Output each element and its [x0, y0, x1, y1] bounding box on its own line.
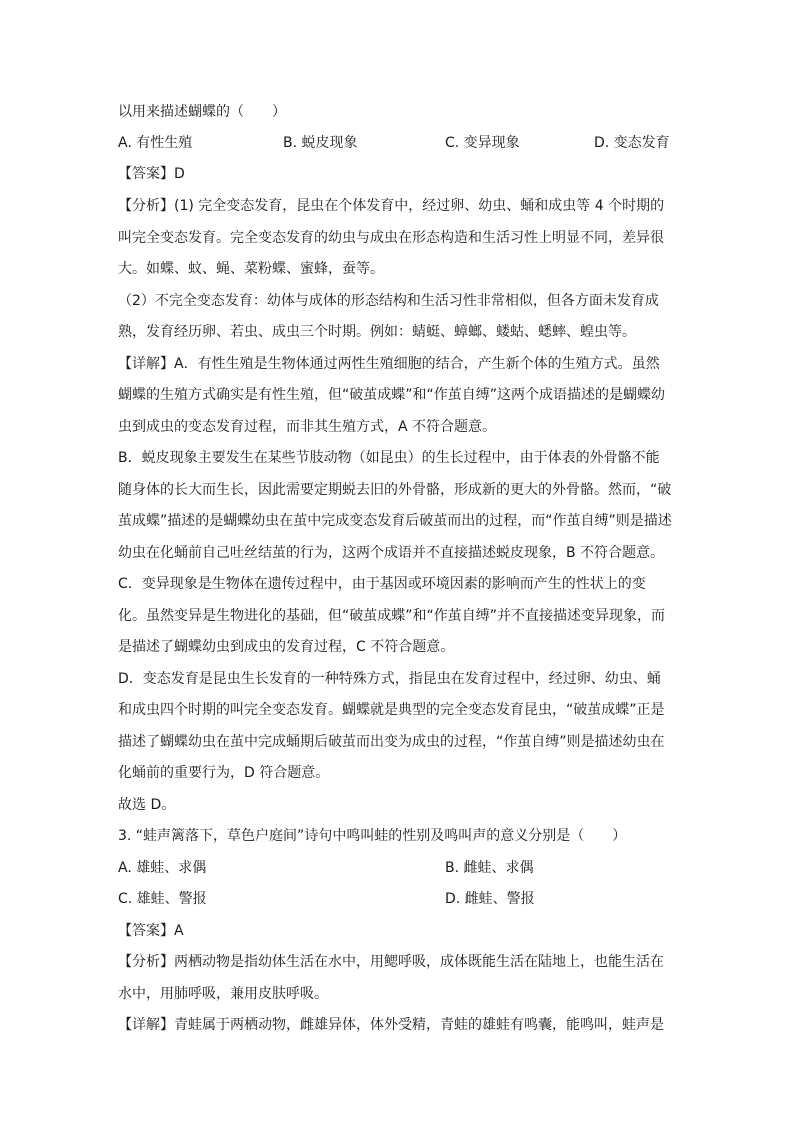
analysis-line: 【分析】两栖动物是指幼体生活在水中，用鳃呼吸，成体既能生活在陆地上，也能生活在: [118, 954, 664, 970]
question-stem: 3. “蛙声篱落下，草色户庭间”诗句中鸣叫蛙的性别及鸣叫声的意义分别是（ ）: [118, 828, 627, 844]
answer-line: 【答案】A: [118, 923, 184, 939]
detail-line: 蝴蝶的生殖方式确实是有性生殖，但“破茧成蝶”和“作茧自缚”这两个成语描述的是蝴蝶幼: [118, 387, 666, 403]
option-a: A. 雄蛙、求偶: [118, 860, 207, 876]
detail-line: 【详解】青蛙属于两栖动物，雌雄异体，体外受精，青蛙的雄蛙有鸣囊，能鸣叫，蛙声是: [118, 1017, 664, 1033]
answer-line: 【答案】D: [118, 166, 185, 182]
detail-line: 幼虫在化蛹前自己吐丝结茧的行为，这两个成语并不直接描述蜕皮现象，B 不符合题意。: [118, 545, 665, 561]
option-b: B. 雌蛙、求偶: [445, 860, 534, 876]
detail-line: 是描述了蝴蝶幼虫到成虫的发育过程，C 不符合题意。: [118, 639, 455, 655]
detail-line: 茧成蝶”描述的是蝴蝶幼虫在茧中完成变态发育后破茧而出的过程，而“作茧自缚”则是描述: [118, 513, 672, 529]
analysis-line: 叫完全变态发育。完全变态发育的幼虫与成虫在形态构造和生活习性上明显不同，差异很: [118, 230, 664, 246]
analysis-line: 熟，发育经历卵、若虫、成虫三个时期。例如：蜻蜓、蟑螂、蝼蛄、蟋蟀、蝗虫等。: [118, 324, 636, 340]
question-stem: 以用来描述蝴蝶的（ ）: [118, 104, 286, 120]
option-a: A. 有性生殖: [118, 135, 193, 151]
detail-line: 化。虽然变异是生物进化的基础，但“破茧成蝶”和“作茧自缚”并不直接描述变异现象，而: [118, 608, 666, 624]
option-d: D. 雌蛙、警报: [445, 891, 535, 907]
analysis-line: （2）不完全变态发育：幼体与成体的形态结构和生活习性非常相似，但各方面未发育成: [118, 293, 659, 309]
detail-line: 化蛹前的重要行为，D 符合题意。: [118, 765, 330, 781]
detail-line: 和成虫四个时期的叫完全变态发育。蝴蝶就是典型的完全变态发育昆虫，“破茧成蝶”正是: [118, 702, 665, 718]
detail-line: 虫到成虫的变态发育过程，而非其生殖方式，A 不符合题意。: [118, 419, 497, 435]
option-b: B. 蜕皮现象: [283, 135, 358, 151]
detail-line: 随身体的长大而生长，因此需要定期蜕去旧的外骨骼，形成新的更大的外骨骼。然而，“破: [118, 482, 672, 498]
analysis-line: 【分析】(1) 完全变态发育，昆虫在个体发育中，经过卵、幼虫、蛹和成虫等 4 个时期的: [118, 198, 665, 214]
analysis-line: 大。如蝶、蚊、蝇、菜粉蝶、蜜蜂，蚕等。: [118, 261, 384, 277]
option-c: C. 变异现象: [445, 135, 520, 151]
conclusion-line: 故选 D。: [118, 797, 176, 813]
detail-line: C．变异现象是生物体在遗传过程中，由于基因或环境因素的影响而产生的性状上的变: [118, 576, 646, 592]
option-d: D. 变态发育: [594, 135, 670, 151]
option-c: C. 雄蛙、警报: [118, 891, 207, 907]
detail-line: 描述了蝴蝶幼虫在茧中完成蛹期后破茧而出变为成虫的过程，“作茧自缚”则是描述幼虫在: [118, 734, 665, 750]
detail-line: D．变态发育是昆虫生长发育的一种特殊方式，指昆虫在发育过程中，经过卵、幼虫、蛹: [118, 671, 661, 687]
detail-line: 【详解】A．有性生殖是生物体通过两性生殖细胞的结合，产生新个体的生殖方式。虽然: [118, 356, 660, 372]
detail-line: B．蜕皮现象主要发生在某些节肢动物（如昆虫）的生长过程中，由于体表的外骨骼不能: [118, 450, 660, 466]
analysis-line: 水中，用肺呼吸，兼用皮肤呼吸。: [118, 986, 328, 1002]
